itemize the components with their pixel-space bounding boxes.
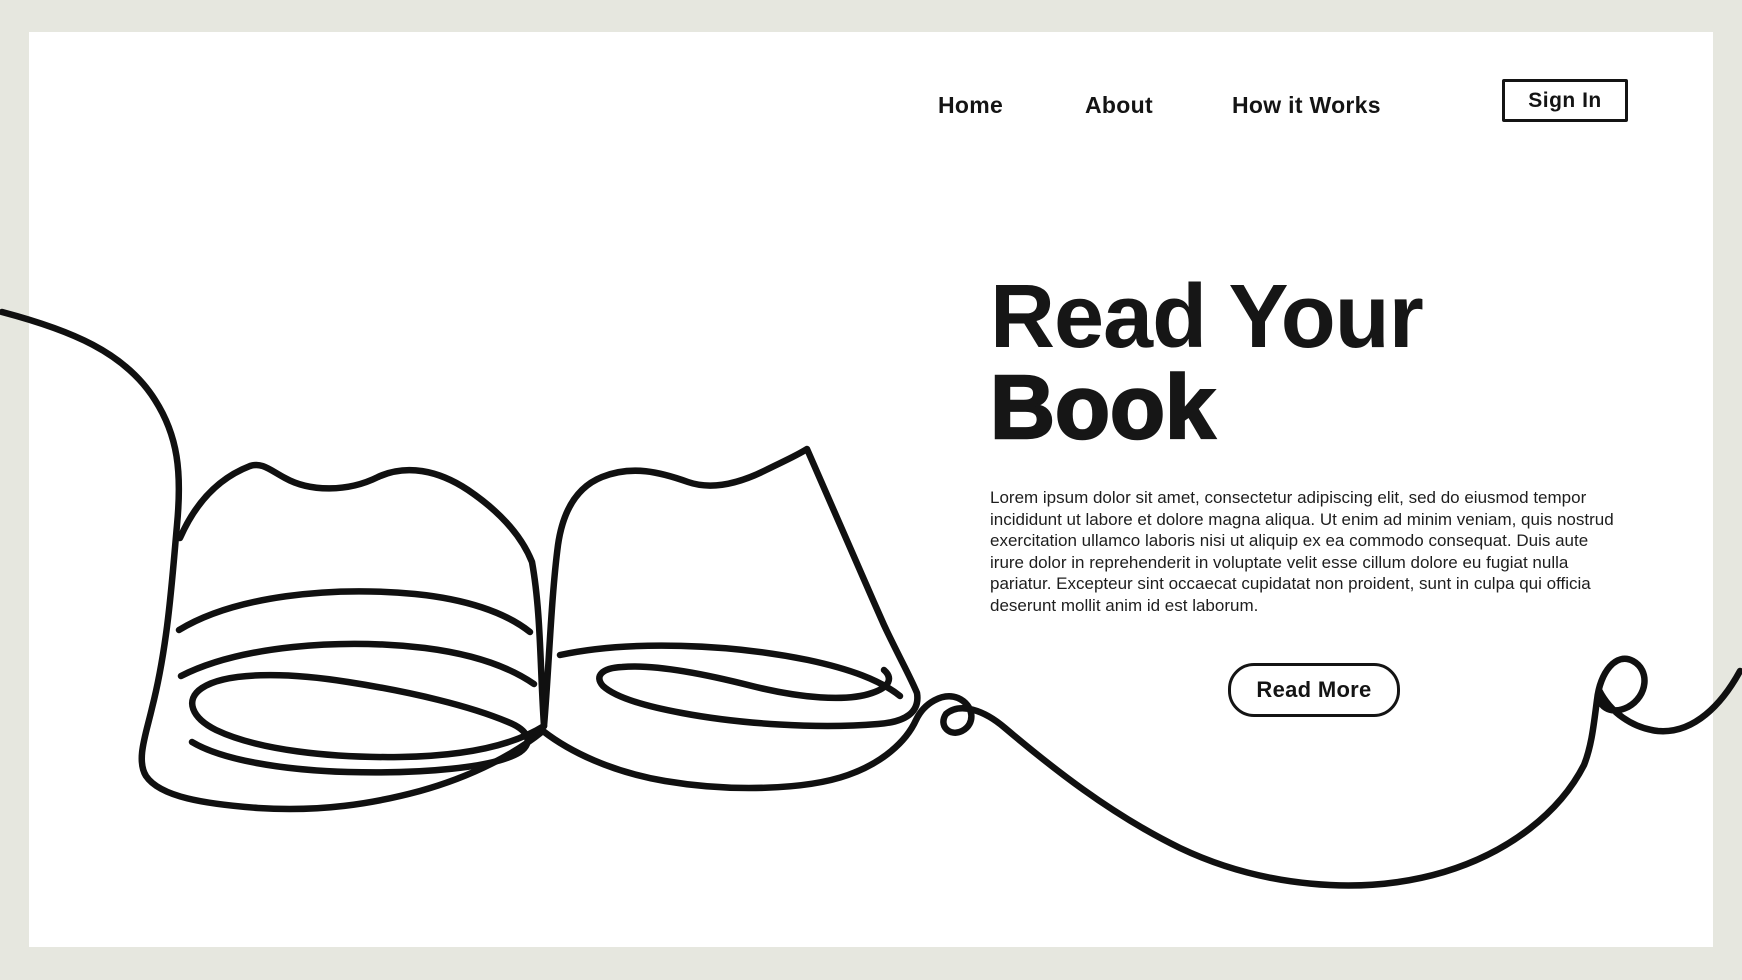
read-more-button[interactable]: Read More — [1228, 663, 1400, 717]
page-title-line1: Read Your — [990, 267, 1423, 368]
hero-paragraph: Lorem ipsum dolor sit amet, consectetur adipiscing elit, sed do eiusmod tempor incididunt ut labore et dolore magna aliqua. Ut enim ad minim veniam, quis nostrud exercitation ullamco laboris nisi ut aliquip ex ea commodo consequat. Duis aute irure dolor in reprehenderit in voluptate velit esse cillum dolore eu fugiat nulla pariatur. Excepteur sint occaecat cupidatat non proident, sunt in culpa qui officia deserunt mollit anim id est laborum. — [990, 488, 1614, 615]
page-title-line2: Book — [990, 358, 1215, 459]
nav-item-how-it-works[interactable]: How it Works — [1232, 92, 1381, 118]
nav-item-home[interactable]: Home — [938, 92, 1004, 118]
nav-item-about[interactable]: About — [1085, 92, 1153, 118]
page-title — [990, 267, 1550, 459]
sign-in-button[interactable]: Sign In — [1502, 79, 1628, 122]
